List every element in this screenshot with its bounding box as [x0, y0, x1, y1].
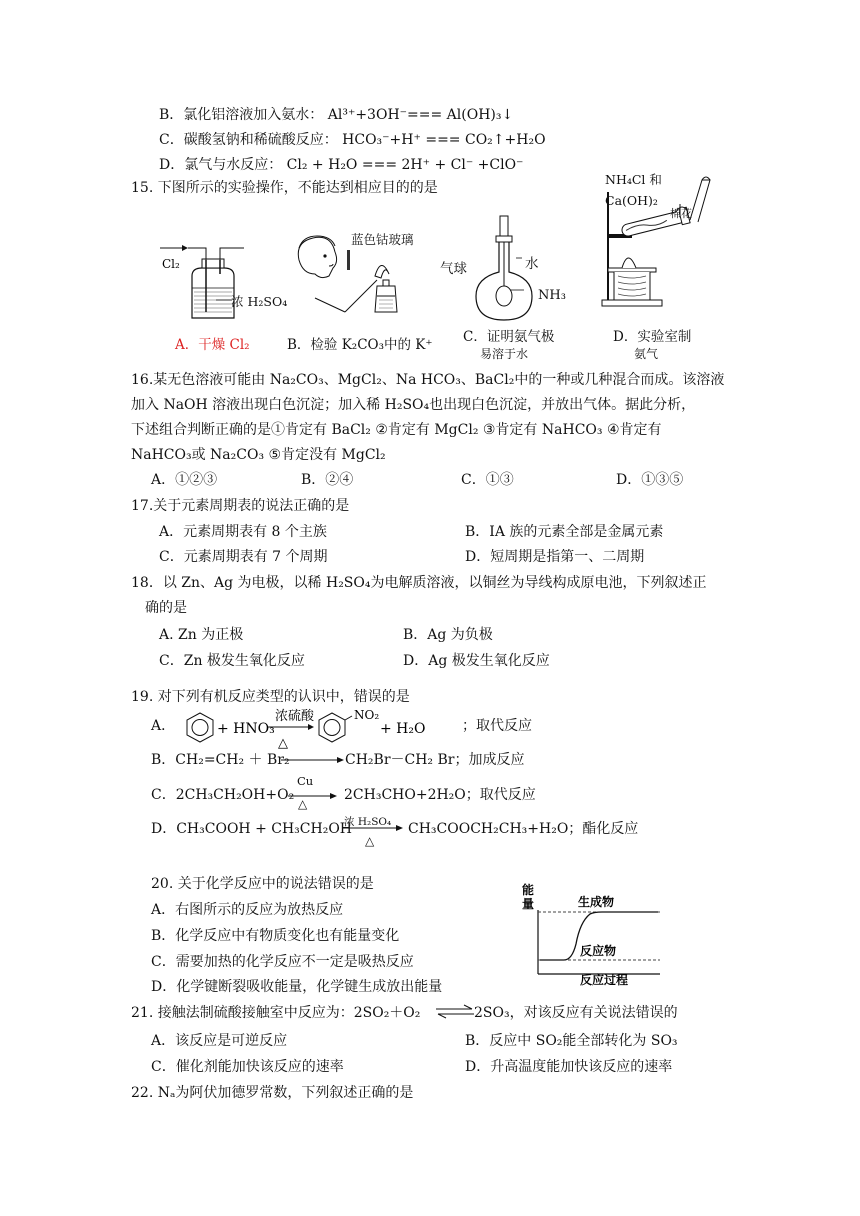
q18-option-b: B．Ag 为负极 — [403, 627, 493, 643]
fig-d-reagent-label-line1: NH₄Cl 和 — [605, 172, 662, 187]
q17-option-b: B．ⅠA 族的元素全部是金属元素 — [465, 524, 664, 540]
fig-d-caption-line2: 氨气 — [634, 347, 659, 361]
q19-option-c-left: C．2CH₃CH₂OH+O₂ — [151, 787, 295, 803]
q14-option-d: D．氯气与水反应： Cl₂ + H₂O === 2H⁺ + Cl⁻ +ClO⁻ — [159, 157, 524, 173]
condition-heat: △ — [278, 736, 288, 751]
q17-option-c: C．元素周期表有 7 个周期 — [159, 549, 328, 565]
q18-option-a: A. Zn 为正极 — [159, 627, 244, 643]
q20-stem: 20. 关于化学反应中的说法错误的是 — [151, 876, 374, 892]
q19-option-c-right: 2CH₃CHO+2H₂O；取代反应 — [344, 787, 536, 803]
condition-heat-d: △ — [365, 834, 375, 848]
q16-option-a: A．①②③ — [151, 472, 218, 488]
fig-d-reagent-label-line2: Ca(OH)₂ — [605, 193, 658, 208]
condition-heat-c: △ — [298, 797, 308, 811]
q18-option-c: C．Zn 极发生氧化反应 — [159, 653, 305, 669]
fig-d-cotton-label: 棉花 — [670, 207, 692, 220]
q15-stem: 15. 下图所示的实验操作，不能达到相应目的的是 — [131, 180, 438, 196]
q19-option-a-type: ；取代反应 — [462, 718, 532, 734]
q14-option-c: C．碳酸氢钠和稀硫酸反应： HCO₃⁻+H⁺ === CO₂↑+H₂O — [159, 132, 546, 148]
fig-a-reagent-label: 浓 H₂SO₄ — [231, 294, 288, 309]
q14-option-b: B．氯化铝溶液加入氨水： Al³⁺+3OH⁻=== Al(OH)₃↓ — [159, 107, 514, 123]
q21-option-d: D．升高温度能加快该反应的速率 — [465, 1059, 673, 1075]
fig-d-caption-line1: D．实验室制 — [613, 329, 692, 345]
fig-c-caption-line1: C．证明氨气极 — [463, 329, 555, 345]
reagent-hno3: + HNO₃ — [217, 721, 275, 737]
q19-option-b-left: B．CH₂=CH₂ ＋ Br₂ — [151, 752, 290, 768]
q21-option-b: B．反应中 SO₂能全部转化为 SO₃ — [465, 1033, 678, 1049]
product-water: + H₂O — [380, 721, 426, 737]
fig-b-caption: B．检验 K₂CO₃中的 K⁺ — [287, 337, 433, 353]
q19-option-d-right: CH₃COOCH₂CH₃+H₂O；酯化反应 — [408, 821, 639, 837]
q20-option-a: A．右图所示的反应为放热反应 — [151, 902, 344, 918]
energy-diagram — [520, 882, 670, 986]
arrow-c — [286, 789, 338, 803]
nitration-equation — [180, 705, 460, 751]
q16-option-c: C．①③ — [461, 472, 514, 488]
q21-option-c: C．催化剂能加快该反应的速率 — [151, 1059, 344, 1075]
q18-option-d: D．Ag 极发生氧化反应 — [403, 653, 550, 669]
fig-c-caption-line2: 易溶于水 — [480, 347, 529, 361]
arrow-d — [340, 822, 404, 834]
q16-line1: 16.某无色溶液可能由 Na₂CO₃、MgCl₂、Na HCO₃、BaCl₂中的一种或几种混合而成。该溶液 — [131, 372, 725, 388]
arrow-b — [279, 752, 345, 768]
fig-b-cobalt-glass-label: 蓝色钴玻璃 — [351, 232, 414, 247]
q19-option-d-left: D．CH₃COOH + CH₃CH₂OH — [151, 821, 353, 837]
q17-option-a: A．元素周期表有 8 个主族 — [159, 524, 327, 540]
q19-stem: 19. 对下列有机反应类型的认识中，错误的是 — [131, 689, 410, 705]
fig-a-caption: A．干燥 Cl₂ — [175, 337, 250, 353]
q20-option-b: B．化学反应中有物质变化也有能量变化 — [151, 928, 400, 944]
q19-option-a-label: A． — [151, 718, 176, 734]
condition-conc-h2so4-d: 浓 H₂SO₄ — [344, 816, 392, 828]
fig-c-water-label: 水 — [525, 256, 539, 272]
condition-cu: Cu — [297, 774, 314, 788]
fig-c-nh3-label: NH₃ — [538, 288, 566, 303]
q17-option-d: D．短周期是指第一、二周期 — [465, 549, 645, 565]
q16-line3: 下述组合判断正确的是①肯定有 BaCl₂ ②肯定有 MgCl₂ ③肯定有 NaHCO₃ ④肯定有 — [131, 422, 662, 438]
q21-stem-left: 21. 接触法制硫酸接触室中反应为：2SO₂＋O₂ — [131, 1005, 421, 1021]
q16-option-b: B．②④ — [301, 472, 354, 488]
nitro-group: NO₂ — [354, 708, 380, 722]
x-axis-label: 反应过程 — [580, 973, 629, 986]
q21-stem-right: 2SO₃，对该反应有关说法错误的 — [474, 1005, 678, 1021]
q18-line1: 18．以 Zn、Ag 为电极，以稀 H₂SO₄为电解质溶液，以铜丝为导线构成原电池，下列叙述正 — [131, 575, 707, 591]
product-label: 生成物 — [578, 895, 615, 909]
q20-option-c: C．需要加热的化学反应不一定是吸热反应 — [151, 954, 414, 970]
fig-a-gas-label: Cl₂ — [162, 257, 180, 271]
q16-line4: NaHCO₃或 Na₂CO₃ ⑤肯定没有 MgCl₂ — [131, 447, 386, 463]
q22-stem: 22. Nₐ为阿伏加德罗常数，下列叙述正确的是 — [131, 1085, 414, 1101]
q16-line2: 加入 NaOH 溶液出现白色沉淀；加入稀 H₂SO₄也出现白色沉淀，并放出气体。据此分析， — [131, 397, 696, 413]
energy-axis-label-1: 能 — [522, 883, 535, 897]
q21-option-a: A．该反应是可逆反应 — [151, 1033, 288, 1049]
reactant-label: 反应物 — [580, 944, 617, 958]
q20-option-d: D．化学键断裂吸收能量，化学键生成放出能量 — [151, 979, 443, 995]
q19-option-b-right: CH₂Br－CH₂ Br；加成反应 — [345, 752, 525, 768]
q16-option-d: D．①③⑤ — [616, 472, 684, 488]
condition-conc-h2so4: 浓硫酸 — [275, 709, 315, 724]
fig-c-balloon-label: 气球 — [440, 261, 467, 277]
q17-stem: 17.关于元素周期表的说法正确的是 — [131, 498, 350, 514]
energy-axis-label-2: 量 — [522, 897, 535, 911]
q18-line2: 确的是 — [145, 600, 187, 616]
reversible-arrow — [434, 1002, 476, 1022]
gas-drying-bottle-figure — [158, 238, 258, 328]
